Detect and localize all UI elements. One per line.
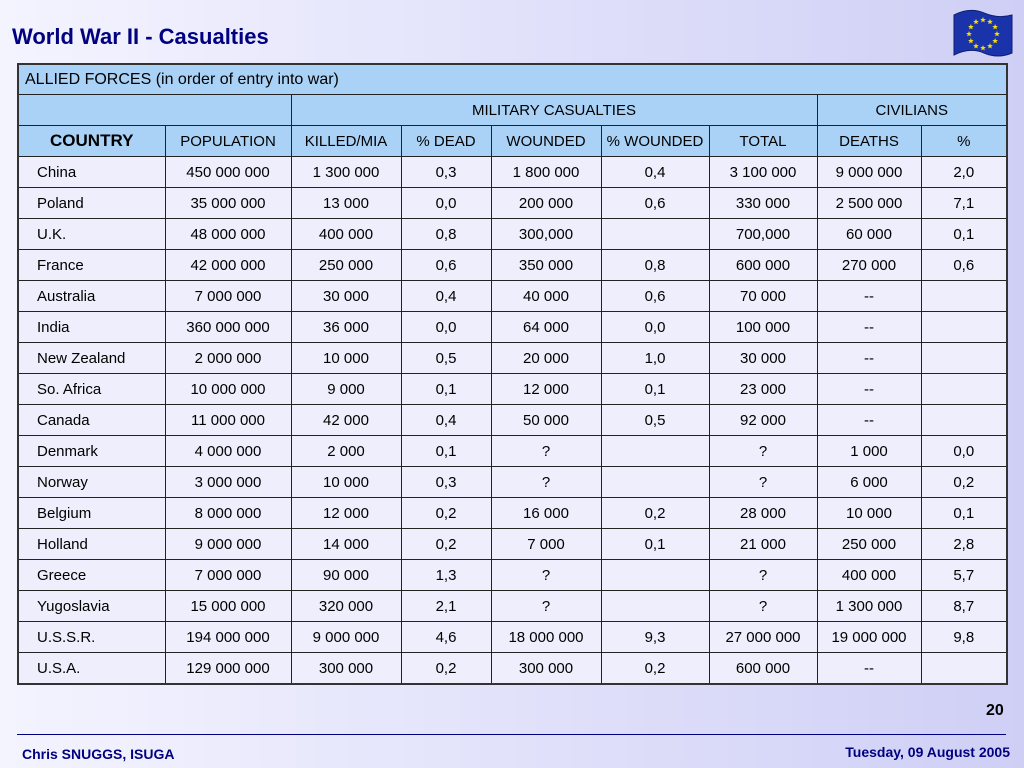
col-wounded-cell: 40 000 — [491, 281, 601, 312]
table-row — [18, 405, 1007, 436]
col-total-cell: 700,000 — [709, 219, 817, 250]
eu-flag-icon — [950, 7, 1014, 63]
col-pct-wounded-cell: 0,1 — [601, 529, 709, 560]
col-pct-wounded-cell: 0,6 — [601, 281, 709, 312]
col-civ-deaths-cell: -- — [817, 312, 921, 343]
col-pct-wounded-cell — [601, 560, 709, 591]
table-row — [18, 498, 1007, 529]
group-header-blank — [18, 95, 291, 126]
col-population-cell: 194 000 000 — [165, 622, 291, 653]
col-killed-mia-cell: 13 000 — [291, 188, 401, 219]
col-country-cell: Norway — [18, 467, 165, 498]
col-pct-wounded-cell: 0,2 — [601, 498, 709, 529]
col-wounded-cell: 7 000 — [491, 529, 601, 560]
col-civ-pct-cell: 0,6 — [921, 250, 1007, 281]
col-pct-wounded-cell: 0,0 — [601, 312, 709, 343]
col-civ-pct-cell: 5,7 — [921, 560, 1007, 591]
col-civ-deaths-cell: 1 000 — [817, 436, 921, 467]
col-civ-pct-cell: 2,8 — [921, 529, 1007, 560]
col-country-cell: So. Africa — [18, 374, 165, 405]
col-civ-pct-cell: 0,0 — [921, 436, 1007, 467]
col-wounded-cell: ? — [491, 591, 601, 622]
col-civ-pct-cell: 7,1 — [921, 188, 1007, 219]
table-row — [18, 622, 1007, 653]
col-population-cell: 360 000 000 — [165, 312, 291, 343]
col-country-cell: Canada — [18, 405, 165, 436]
col-country-cell: China — [18, 157, 165, 188]
col-civ-deaths-cell: -- — [817, 405, 921, 436]
table-row — [18, 219, 1007, 250]
col-civ-pct-cell — [921, 281, 1007, 312]
col-wounded-cell: 50 000 — [491, 405, 601, 436]
col-total-cell: 3 100 000 — [709, 157, 817, 188]
col-pct-dead-cell: 0,2 — [401, 529, 491, 560]
col-civ-pct-cell: 0,2 — [921, 467, 1007, 498]
col-pct-dead-cell: 0,2 — [401, 653, 491, 685]
col-wounded-cell: ? — [491, 560, 601, 591]
col-civ-pct-header: % — [921, 126, 1007, 157]
col-killed-mia-cell: 9 000 — [291, 374, 401, 405]
table-row — [18, 188, 1007, 219]
col-pct-wounded-cell: 9,3 — [601, 622, 709, 653]
col-total-cell: 28 000 — [709, 498, 817, 529]
col-pct-dead-cell: 1,3 — [401, 560, 491, 591]
table-row — [18, 653, 1007, 685]
col-civ-deaths-cell: 9 000 000 — [817, 157, 921, 188]
table-row — [18, 529, 1007, 560]
col-pct-dead-cell: 0,1 — [401, 374, 491, 405]
table-row — [18, 157, 1007, 188]
col-pct-wounded-cell: 0,8 — [601, 250, 709, 281]
col-civ-pct-cell: 9,8 — [921, 622, 1007, 653]
col-pct-dead-cell: 0,0 — [401, 312, 491, 343]
col-pct-dead-header: % DEAD — [401, 126, 491, 157]
col-total-cell: 70 000 — [709, 281, 817, 312]
col-pct-dead-cell: 0,0 — [401, 188, 491, 219]
col-pct-dead-cell: 0,4 — [401, 281, 491, 312]
col-civ-deaths-cell: 1 300 000 — [817, 591, 921, 622]
col-civ-deaths-cell: 400 000 — [817, 560, 921, 591]
col-pct-wounded-header: % WOUNDED — [601, 126, 709, 157]
col-pct-wounded-cell — [601, 591, 709, 622]
table-caption: ALLIED FORCES (in order of entry into war) — [18, 64, 1007, 95]
col-population-cell: 450 000 000 — [165, 157, 291, 188]
table-row — [18, 591, 1007, 622]
col-civ-deaths-cell: 60 000 — [817, 219, 921, 250]
col-civ-deaths-header: DEATHS — [817, 126, 921, 157]
col-civ-deaths-cell: 2 500 000 — [817, 188, 921, 219]
col-country-cell: India — [18, 312, 165, 343]
col-total-cell: 100 000 — [709, 312, 817, 343]
col-total-cell: 92 000 — [709, 405, 817, 436]
col-pct-wounded-cell — [601, 467, 709, 498]
col-killed-mia-cell: 36 000 — [291, 312, 401, 343]
table-caption-row — [18, 64, 1007, 95]
col-wounded-cell: 200 000 — [491, 188, 601, 219]
col-civ-pct-cell — [921, 405, 1007, 436]
col-population-cell: 10 000 000 — [165, 374, 291, 405]
col-wounded-cell: ? — [491, 467, 601, 498]
col-population-cell: 2 000 000 — [165, 343, 291, 374]
col-country-cell: France — [18, 250, 165, 281]
col-pct-dead-cell: 0,3 — [401, 157, 491, 188]
group-header-military: MILITARY CASUALTIES — [291, 95, 817, 126]
col-civ-pct-cell: 0,1 — [921, 219, 1007, 250]
col-population-cell: 11 000 000 — [165, 405, 291, 436]
col-killed-mia-cell: 10 000 — [291, 467, 401, 498]
col-wounded-cell: ? — [491, 436, 601, 467]
col-country-cell: U.S.A. — [18, 653, 165, 685]
col-total-cell: ? — [709, 467, 817, 498]
table-row — [18, 374, 1007, 405]
table-row — [18, 467, 1007, 498]
col-country-cell: U.S.S.R. — [18, 622, 165, 653]
col-pct-wounded-cell: 1,0 — [601, 343, 709, 374]
col-country-cell: Yugoslavia — [18, 591, 165, 622]
footer-author: Chris SNUGGS, ISUGA — [22, 746, 175, 762]
col-pct-dead-cell: 0,8 — [401, 219, 491, 250]
col-pct-wounded-cell: 0,2 — [601, 653, 709, 685]
col-pct-wounded-cell: 0,4 — [601, 157, 709, 188]
col-civ-pct-cell: 0,1 — [921, 498, 1007, 529]
col-wounded-cell: 350 000 — [491, 250, 601, 281]
col-total-header: TOTAL — [709, 126, 817, 157]
table-row — [18, 281, 1007, 312]
col-killed-mia-header: KILLED/MIA — [291, 126, 401, 157]
col-pct-dead-cell: 0,6 — [401, 250, 491, 281]
col-civ-pct-cell: 8,7 — [921, 591, 1007, 622]
col-pct-dead-cell: 2,1 — [401, 591, 491, 622]
col-wounded-cell: 64 000 — [491, 312, 601, 343]
table-row — [18, 250, 1007, 281]
col-country-cell: New Zealand — [18, 343, 165, 374]
col-civ-deaths-cell: 270 000 — [817, 250, 921, 281]
col-pct-wounded-cell — [601, 219, 709, 250]
col-country-cell: Australia — [18, 281, 165, 312]
col-wounded-cell: 12 000 — [491, 374, 601, 405]
col-pct-dead-cell: 0,1 — [401, 436, 491, 467]
col-population-cell: 7 000 000 — [165, 560, 291, 591]
col-pct-wounded-cell: 0,6 — [601, 188, 709, 219]
col-killed-mia-cell: 2 000 — [291, 436, 401, 467]
col-total-cell: 27 000 000 — [709, 622, 817, 653]
col-killed-mia-cell: 12 000 — [291, 498, 401, 529]
col-civ-deaths-cell: -- — [817, 374, 921, 405]
col-wounded-cell: 1 800 000 — [491, 157, 601, 188]
col-wounded-cell: 16 000 — [491, 498, 601, 529]
col-total-cell: 23 000 — [709, 374, 817, 405]
page-number: 20 — [986, 702, 1004, 719]
col-killed-mia-cell: 10 000 — [291, 343, 401, 374]
col-civ-pct-cell — [921, 374, 1007, 405]
col-wounded-cell: 20 000 — [491, 343, 601, 374]
col-civ-pct-cell — [921, 653, 1007, 685]
col-civ-pct-cell — [921, 343, 1007, 374]
col-country-cell: U.K. — [18, 219, 165, 250]
col-pct-dead-cell: 0,5 — [401, 343, 491, 374]
col-population-cell: 3 000 000 — [165, 467, 291, 498]
col-killed-mia-cell: 9 000 000 — [291, 622, 401, 653]
col-population-cell: 7 000 000 — [165, 281, 291, 312]
column-header-row — [18, 126, 1007, 157]
col-country-cell: Holland — [18, 529, 165, 560]
col-pct-dead-cell: 0,4 — [401, 405, 491, 436]
col-pct-wounded-cell: 0,1 — [601, 374, 709, 405]
col-total-cell: ? — [709, 560, 817, 591]
col-killed-mia-cell: 300 000 — [291, 653, 401, 685]
footer-divider — [17, 734, 1006, 735]
col-total-cell: 600 000 — [709, 653, 817, 685]
col-country-cell: Poland — [18, 188, 165, 219]
col-population-cell: 15 000 000 — [165, 591, 291, 622]
table-row — [18, 560, 1007, 591]
col-killed-mia-cell: 1 300 000 — [291, 157, 401, 188]
col-civ-deaths-cell: -- — [817, 653, 921, 685]
col-population-cell: 48 000 000 — [165, 219, 291, 250]
col-civ-deaths-cell: 10 000 — [817, 498, 921, 529]
col-pct-dead-cell: 0,3 — [401, 467, 491, 498]
col-civ-pct-cell: 2,0 — [921, 157, 1007, 188]
col-killed-mia-cell: 250 000 — [291, 250, 401, 281]
col-total-cell: 600 000 — [709, 250, 817, 281]
col-total-cell: ? — [709, 436, 817, 467]
col-civ-deaths-cell: -- — [817, 281, 921, 312]
col-civ-pct-cell — [921, 312, 1007, 343]
col-civ-deaths-cell: 6 000 — [817, 467, 921, 498]
col-pct-wounded-cell — [601, 436, 709, 467]
table-row — [18, 312, 1007, 343]
col-total-cell: ? — [709, 591, 817, 622]
col-civ-deaths-cell: 19 000 000 — [817, 622, 921, 653]
col-country-cell: Belgium — [18, 498, 165, 529]
table-row — [18, 343, 1007, 374]
col-wounded-cell: 300 000 — [491, 653, 601, 685]
col-wounded-header: WOUNDED — [491, 126, 601, 157]
col-killed-mia-cell: 400 000 — [291, 219, 401, 250]
col-civ-deaths-cell: 250 000 — [817, 529, 921, 560]
col-killed-mia-cell: 30 000 — [291, 281, 401, 312]
col-population-cell: 35 000 000 — [165, 188, 291, 219]
col-country-header: COUNTRY — [18, 126, 165, 157]
col-pct-dead-cell: 4,6 — [401, 622, 491, 653]
col-total-cell: 30 000 — [709, 343, 817, 374]
footer-date: Tuesday, 09 August 2005 — [845, 744, 1010, 760]
col-pct-dead-cell: 0,2 — [401, 498, 491, 529]
casualties-table — [17, 63, 1008, 685]
col-killed-mia-cell: 42 000 — [291, 405, 401, 436]
col-killed-mia-cell: 14 000 — [291, 529, 401, 560]
col-country-cell: Greece — [18, 560, 165, 591]
group-header-civilians: CIVILIANS — [817, 95, 1007, 126]
col-total-cell: 21 000 — [709, 529, 817, 560]
col-killed-mia-cell: 320 000 — [291, 591, 401, 622]
col-country-cell: Denmark — [18, 436, 165, 467]
col-total-cell: 330 000 — [709, 188, 817, 219]
col-pct-wounded-cell: 0,5 — [601, 405, 709, 436]
table-row — [18, 436, 1007, 467]
col-civ-deaths-cell: -- — [817, 343, 921, 374]
col-wounded-cell: 18 000 000 — [491, 622, 601, 653]
slide-title: World War II - Casualties — [12, 24, 269, 49]
col-population-cell: 129 000 000 — [165, 653, 291, 685]
col-wounded-cell: 300,000 — [491, 219, 601, 250]
col-population-cell: 42 000 000 — [165, 250, 291, 281]
col-population-cell: 4 000 000 — [165, 436, 291, 467]
col-population-cell: 9 000 000 — [165, 529, 291, 560]
col-population-header: POPULATION — [165, 126, 291, 157]
col-killed-mia-cell: 90 000 — [291, 560, 401, 591]
col-population-cell: 8 000 000 — [165, 498, 291, 529]
group-header-row — [18, 95, 1007, 126]
